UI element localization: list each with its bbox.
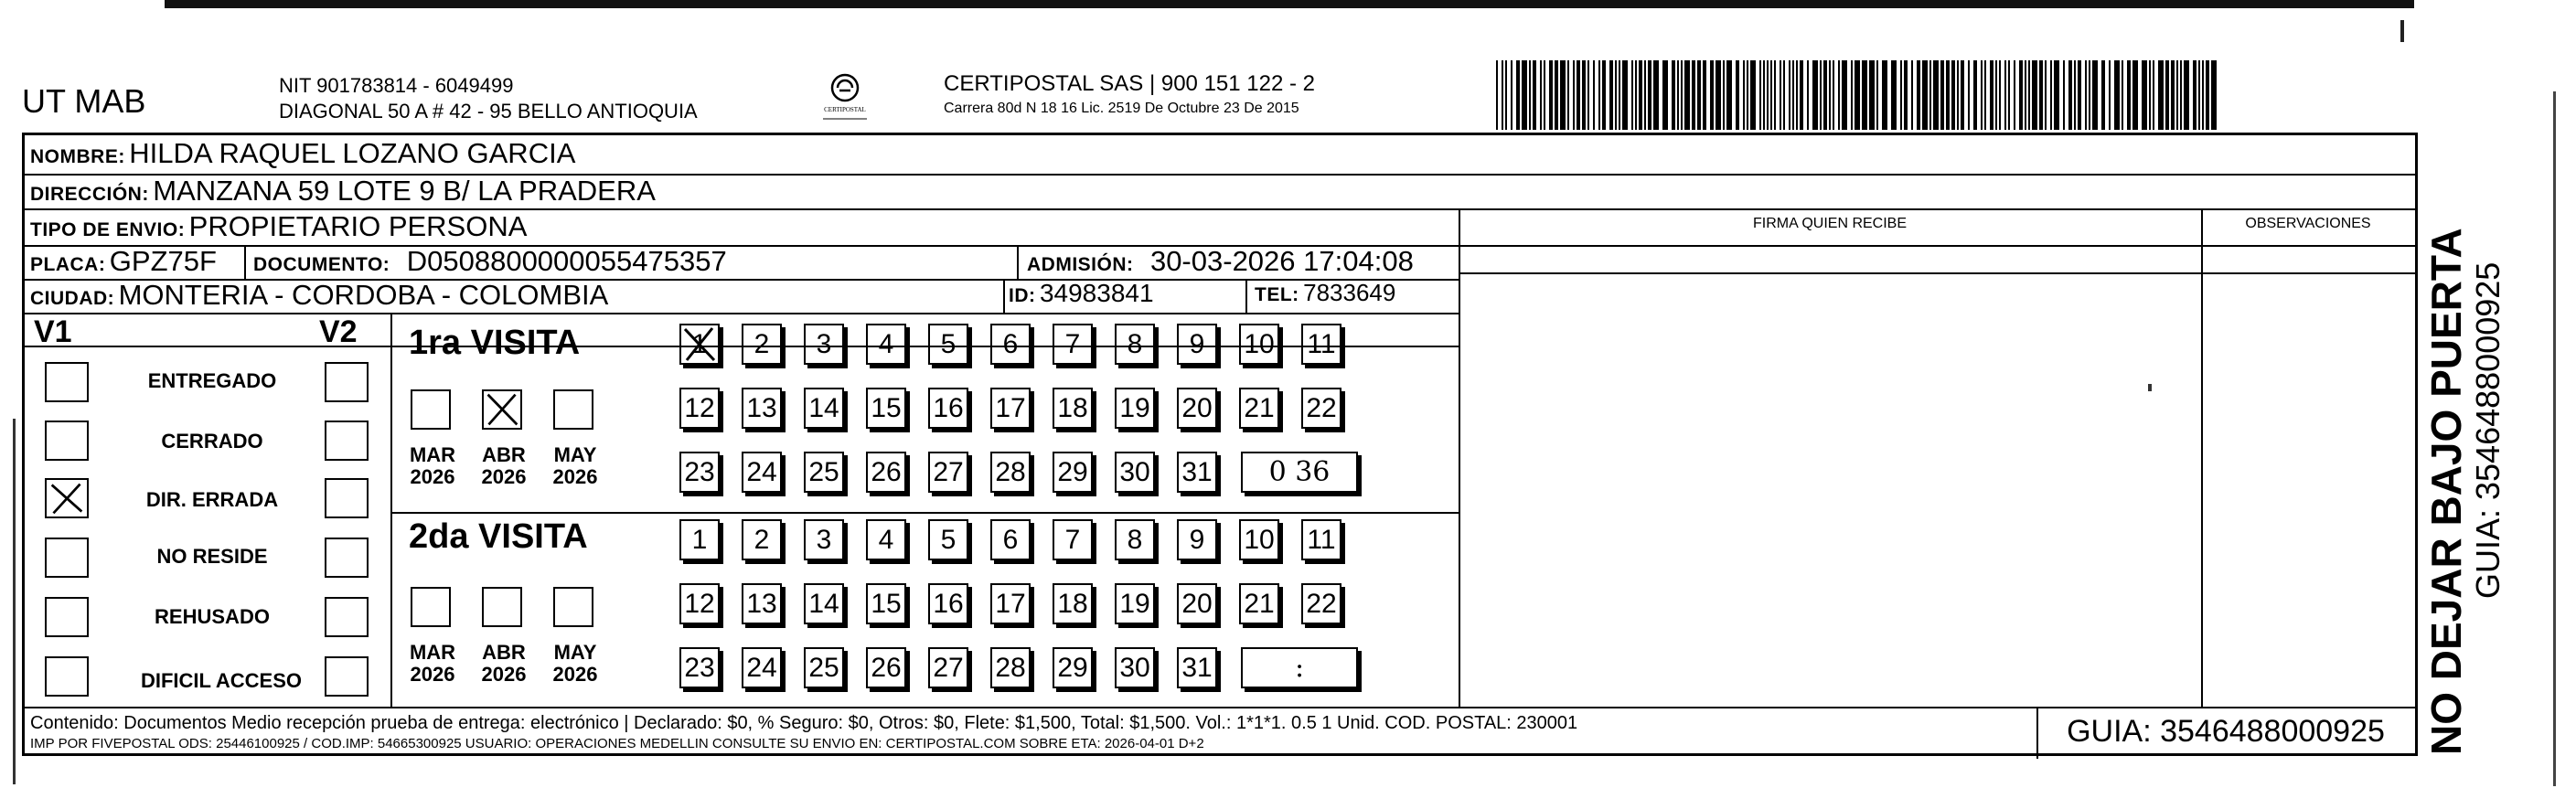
carrier-name: CERTIPOSTAL SAS | 900 151 122 - 2: [944, 71, 1315, 96]
second-visit-day-17[interactable]: 17: [990, 583, 1031, 624]
second-visit-month-mar[interactable]: [411, 587, 451, 627]
x-mark-icon: [47, 480, 87, 516]
first-visit-day-19[interactable]: 19: [1115, 388, 1155, 429]
second-visit-day-20[interactable]: 20: [1177, 583, 1217, 624]
second-visit-day-18[interactable]: 18: [1053, 583, 1093, 624]
second-visit-year-label: 2026: [481, 663, 527, 686]
first-visit-day-24[interactable]: 24: [742, 452, 782, 493]
first-visit-year-label: 2026: [410, 465, 455, 488]
side-guia: GUIA: 3546488000925: [2469, 261, 2507, 599]
second-visit-day-31[interactable]: 31: [1177, 647, 1217, 688]
certipostal-logo: [819, 68, 871, 132]
second-visit-day-10[interactable]: 10: [1239, 519, 1279, 560]
v1-no-reside-checkbox[interactable]: [45, 538, 89, 578]
first-visit-month-label: MAY: [553, 443, 597, 466]
first-visit-day-22[interactable]: 22: [1301, 388, 1341, 429]
second-visit-day-29[interactable]: 29: [1053, 647, 1093, 688]
first-visit-day-25[interactable]: 25: [804, 452, 844, 493]
v1-entregado-checkbox[interactable]: [45, 362, 89, 402]
first-visit-day-23[interactable]: 23: [679, 452, 720, 493]
status-no-reside: NO RESIDE: [156, 545, 268, 568]
placa-value: GPZ75F: [109, 245, 217, 277]
second-visit-month-may[interactable]: [553, 587, 593, 627]
first-visit-day-18[interactable]: 18: [1053, 388, 1093, 429]
v2-cerrado-checkbox[interactable]: [325, 421, 369, 461]
v2-no-reside-checkbox[interactable]: [325, 538, 369, 578]
second-visit-day-16[interactable]: 16: [928, 583, 968, 624]
scan-edge-right: [2553, 91, 2556, 786]
status-dir-errada: DIR. ERRADA: [145, 488, 279, 511]
firma-label: FIRMA QUIEN RECIBE: [1752, 216, 1908, 231]
first-visit-day-5[interactable]: 5: [928, 324, 968, 365]
first-visit-day-27[interactable]: 27: [928, 452, 968, 493]
second-visit-month-label: MAY: [553, 641, 597, 664]
sender-address: DIAGONAL 50 A # 42 - 95 BELLO ANTIOQUIA: [279, 100, 698, 122]
first-visit-time-box[interactable]: 0 36: [1241, 452, 1358, 493]
second-visit-day-2[interactable]: 2: [742, 519, 782, 560]
second-visit-month-label: ABR: [482, 641, 526, 664]
v1-dir-errada-checkbox[interactable]: [45, 478, 89, 518]
v2-entregado-checkbox[interactable]: [325, 362, 369, 402]
first-visit-day-26[interactable]: 26: [866, 452, 906, 493]
status-dificil-acceso: DIFICIL ACCESO: [140, 669, 302, 692]
first-visit-day-3[interactable]: 3: [804, 324, 844, 365]
shipment-type: PROPIETARIO PERSONA: [188, 210, 528, 242]
second-visit-day-27[interactable]: 27: [928, 647, 968, 688]
first-visit-day-31[interactable]: 31: [1177, 452, 1217, 493]
first-visit-day-1[interactable]: 1: [679, 324, 720, 365]
second-visit-day-26[interactable]: 26: [866, 647, 906, 688]
status-entregado: ENTREGADO: [147, 369, 277, 392]
first-visit-day-9[interactable]: 9: [1177, 324, 1217, 365]
x-mark-icon: [681, 325, 718, 363]
tel-label: TEL:: [1255, 284, 1299, 305]
second-visit-day-23[interactable]: 23: [679, 647, 720, 688]
second-visit-day-15[interactable]: 15: [866, 583, 906, 624]
footer-contents: Contenido: Documentos Medio recepción prueba de entrega: electrónico | Declarado: $0, % Seguro: $0, Otros: $0, Flete: $1,500, Total: $1,500. Vol.: 1*1*1. 0.5 1 Unid. COD. POSTAL: 230001: [30, 713, 1578, 733]
second-visit-day-12[interactable]: 12: [679, 583, 720, 624]
tipo-label: TIPO DE ENVIO:: [30, 219, 186, 240]
v1-cerrado-checkbox[interactable]: [45, 421, 89, 461]
placa-label: PLACA:: [30, 254, 106, 275]
second-visit-day-30[interactable]: 30: [1115, 647, 1155, 688]
scan-edge-left: [13, 419, 16, 784]
second-visit-day-3[interactable]: 3: [804, 519, 844, 560]
no-dejar-warning: NO DEJAR BAJO PUERTA: [2422, 228, 2470, 755]
nit-text: NIT 901783814 - 6049499: [279, 74, 514, 97]
second-visit-day-11[interactable]: 11: [1301, 519, 1341, 560]
admision-label: ADMISIÓN:: [1027, 254, 1134, 275]
x-mark-icon: [484, 391, 520, 428]
v1-dificil-acceso-checkbox[interactable]: [45, 656, 89, 697]
second-visit-day-28[interactable]: 28: [990, 647, 1031, 688]
second-visit-day-1[interactable]: 1: [679, 519, 720, 560]
second-visit-day-22[interactable]: 22: [1301, 583, 1341, 624]
direccion-label: DIRECCIÓN:: [30, 184, 149, 205]
first-visit-day-4[interactable]: 4: [866, 324, 906, 365]
second-visit-year-label: 2026: [552, 663, 598, 686]
v1-label: V1: [34, 314, 72, 349]
barcode: [1496, 60, 2224, 130]
first-visit-day-13[interactable]: 13: [742, 388, 782, 429]
documento-label: DOCUMENTO:: [253, 254, 390, 275]
first-visit-day-7[interactable]: 7: [1053, 324, 1093, 365]
first-visit-day-14[interactable]: 14: [804, 388, 844, 429]
first-visit-month-mar[interactable]: [411, 389, 451, 430]
second-visit-month-label: MAR: [409, 641, 456, 664]
second-visit-day-5[interactable]: 5: [928, 519, 968, 560]
id-label: ID:: [1009, 285, 1036, 306]
company-name: UT MAB: [22, 82, 146, 120]
second-visit-day-24[interactable]: 24: [742, 647, 782, 688]
first-visit-day-8[interactable]: 8: [1115, 324, 1155, 365]
recipient-address: MANZANA 59 LOTE 9 B/ LA PRADERA: [153, 175, 656, 207]
second-visit-day-4[interactable]: 4: [866, 519, 906, 560]
scan-speck: [2148, 384, 2152, 391]
status-rehusado: REHUSADO: [155, 605, 270, 628]
first-visit-day-6[interactable]: 6: [990, 324, 1031, 365]
first-visit-year-label: 2026: [481, 465, 527, 488]
second-visit-day-13[interactable]: 13: [742, 583, 782, 624]
second-visit-year-label: 2026: [410, 663, 455, 686]
v2-dificil-acceso-checkbox[interactable]: [325, 656, 369, 697]
second-visit-day-25[interactable]: 25: [804, 647, 844, 688]
first-visit-day-10[interactable]: 10: [1239, 324, 1279, 365]
first-visit-day-28[interactable]: 28: [990, 452, 1031, 493]
ciudad-value: MONTERIA - CORDOBA - COLOMBIA: [118, 279, 609, 311]
first-visit-day-29[interactable]: 29: [1053, 452, 1093, 493]
footer-guia: GUIA: 3546488000925: [2067, 714, 2385, 749]
second-visit-day-7[interactable]: 7: [1053, 519, 1093, 560]
tel-value: 7833649: [1303, 279, 1396, 306]
id-value: 34983841: [1039, 279, 1154, 307]
first-visit-day-20[interactable]: 20: [1177, 388, 1217, 429]
first-visit-month-label: ABR: [482, 443, 526, 466]
v2-dir-errada-checkbox[interactable]: [325, 478, 369, 518]
first-visit-day-11[interactable]: 11: [1301, 324, 1341, 365]
scan-mark: [2400, 20, 2404, 42]
v1-rehusado-checkbox[interactable]: [45, 597, 89, 637]
v2-label: V2: [319, 314, 358, 349]
second-visit-day-9[interactable]: 9: [1177, 519, 1217, 560]
second-visit-day-19[interactable]: 19: [1115, 583, 1155, 624]
first-visit-day-30[interactable]: 30: [1115, 452, 1155, 493]
second-visit-month-abr[interactable]: [482, 587, 522, 627]
first-visit-day-2[interactable]: 2: [742, 324, 782, 365]
footer-print-info: IMP POR FIVEPOSTAL ODS: 25446100925 / COD.IMP: 54665300925 USUARIO: OPERACIONES MEDELLIN CONSULTE SU ENVIO EN: CERTIPOSTAL.COM SOBRE ETA: 2026-04-01 D+2: [30, 736, 1204, 751]
first-visit-day-17[interactable]: 17: [990, 388, 1031, 429]
second-visit-title: 2da VISITA: [409, 517, 588, 556]
second-visit-time-box[interactable]: :: [1241, 647, 1358, 688]
first-visit-month-label: MAR: [409, 443, 456, 466]
first-visit-day-15[interactable]: 15: [866, 388, 906, 429]
second-visit-day-8[interactable]: 8: [1115, 519, 1155, 560]
status-cerrado: CERRADO: [161, 430, 263, 453]
second-visit-day-6[interactable]: 6: [990, 519, 1031, 560]
recipient-name: HILDA RAQUEL LOZANO GARCIA: [129, 137, 576, 169]
first-visit-day-12[interactable]: 12: [679, 388, 720, 429]
carrier-license: Carrera 80d N 18 16 Lic. 2519 De Octubre 23 De 2015: [944, 101, 1299, 116]
first-visit-title: 1ra VISITA: [409, 324, 581, 362]
delivery-form: [22, 133, 2418, 756]
first-visit-year-label: 2026: [552, 465, 598, 488]
first-visit-day-16[interactable]: 16: [928, 388, 968, 429]
second-visit-day-14[interactable]: 14: [804, 583, 844, 624]
first-visit-month-may[interactable]: [553, 389, 593, 430]
first-visit-month-abr[interactable]: [482, 389, 522, 430]
observaciones-label: OBSERVACIONES: [2245, 216, 2371, 231]
v2-rehusado-checkbox[interactable]: [325, 597, 369, 637]
first-visit-day-21[interactable]: 21: [1239, 388, 1279, 429]
nombre-label: NOMBRE:: [30, 146, 125, 167]
second-visit-day-21[interactable]: 21: [1239, 583, 1279, 624]
admision-value: 30-03-2026 17:04:08: [1149, 245, 1414, 277]
ciudad-label: CIUDAD:: [30, 288, 115, 309]
logo-text: CERTIPOSTAL: [824, 106, 866, 113]
top-border-line: [165, 0, 2414, 8]
documento-value: D0508800000055475357: [406, 245, 727, 277]
